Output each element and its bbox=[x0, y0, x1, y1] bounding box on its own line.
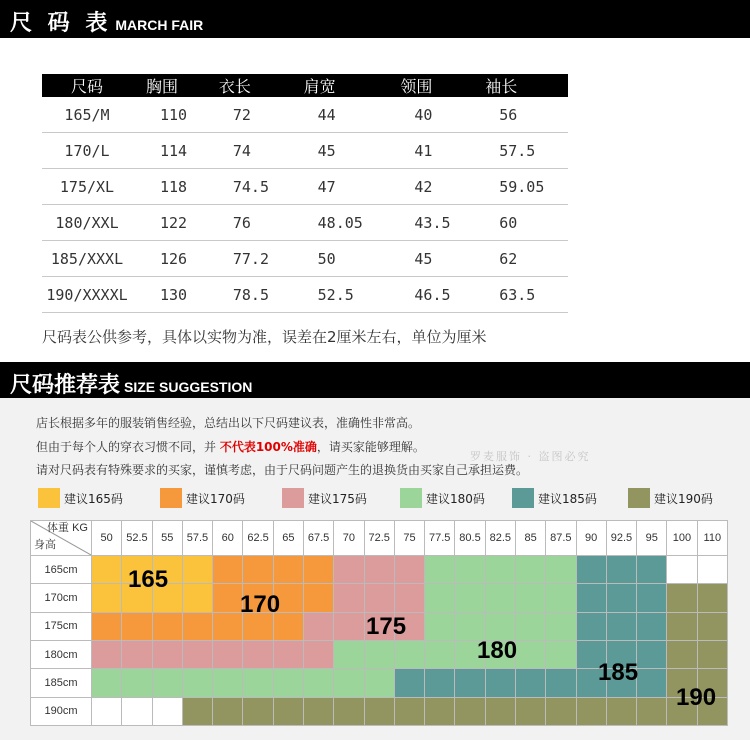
suggestion-cell bbox=[92, 640, 122, 668]
suggestion-cell bbox=[485, 669, 515, 697]
suggestion-cell bbox=[303, 697, 333, 725]
suggestion-cell bbox=[122, 612, 152, 640]
size-cell: 42 bbox=[386, 169, 471, 205]
grid-corner bbox=[31, 521, 92, 556]
suggestion-cell bbox=[243, 640, 273, 668]
suggestion-cell bbox=[92, 612, 122, 640]
suggestion-cell bbox=[606, 697, 636, 725]
size-suggestion-header bbox=[0, 362, 750, 398]
size-col-header: 肩宽 bbox=[290, 74, 387, 97]
weight-header: 50 bbox=[92, 521, 122, 556]
suggestion-cell bbox=[606, 556, 636, 584]
suggestion-cell bbox=[182, 556, 212, 584]
size-row bbox=[42, 277, 568, 313]
intro-line-2 bbox=[36, 438, 425, 455]
suggestion-cell bbox=[576, 584, 606, 612]
suggestion-cell bbox=[637, 612, 667, 640]
suggestion-cell bbox=[394, 584, 424, 612]
weight-header: 57.5 bbox=[182, 521, 212, 556]
suggestion-cell bbox=[637, 640, 667, 668]
legend-swatch bbox=[628, 488, 650, 508]
suggestion-cell bbox=[394, 556, 424, 584]
suggestion-cell bbox=[182, 669, 212, 697]
suggestion-cell bbox=[455, 697, 485, 725]
suggestion-cell bbox=[667, 640, 697, 668]
suggestion-cell bbox=[122, 669, 152, 697]
suggestion-cell bbox=[546, 612, 576, 640]
size-cell: 47 bbox=[290, 169, 387, 205]
weight-header: 85 bbox=[515, 521, 545, 556]
height-label: 180cm bbox=[31, 640, 92, 668]
suggestion-cell bbox=[697, 584, 727, 612]
suggestion-cell bbox=[243, 697, 273, 725]
suggestion-cell bbox=[273, 669, 303, 697]
suggestion-cell bbox=[213, 584, 243, 612]
suggestion-cell bbox=[637, 556, 667, 584]
height-label: 185cm bbox=[31, 669, 92, 697]
size-cell: 130 bbox=[132, 277, 205, 313]
suggestion-cell bbox=[182, 584, 212, 612]
suggestion-cell bbox=[182, 697, 212, 725]
size-cell: 44 bbox=[290, 97, 387, 133]
size-cell: 48.05 bbox=[290, 205, 387, 241]
size-cell: 114 bbox=[132, 133, 205, 169]
size-cell: 72 bbox=[205, 97, 290, 133]
suggestion-cell bbox=[425, 584, 455, 612]
suggestion-cell bbox=[334, 697, 364, 725]
size-cell: 76 bbox=[205, 205, 290, 241]
suggestion-cell bbox=[667, 612, 697, 640]
size-cell: 74.5 bbox=[205, 169, 290, 205]
size-region-label: 190 bbox=[676, 684, 717, 711]
weight-header-row bbox=[31, 521, 728, 556]
suggestion-cell bbox=[92, 556, 122, 584]
size-cell: 43.5 bbox=[386, 205, 471, 241]
size-suggestion-title: 尺码推荐表 bbox=[10, 373, 121, 398]
size-cell: 165/M bbox=[42, 97, 132, 133]
weight-header: 77.5 bbox=[425, 521, 455, 556]
suggestion-cell bbox=[425, 697, 455, 725]
height-label: 170cm bbox=[31, 584, 92, 612]
suggestion-cell bbox=[394, 640, 424, 668]
size-cell: 185/XXXL bbox=[42, 241, 132, 277]
suggestion-cell bbox=[697, 556, 727, 584]
brand-name: MARCH FAIR bbox=[115, 17, 204, 33]
weight-header: 82.5 bbox=[485, 521, 515, 556]
size-chart-header bbox=[0, 0, 750, 38]
weight-header: 72.5 bbox=[364, 521, 394, 556]
size-cell: 122 bbox=[132, 205, 205, 241]
legend-label: 建议185码 bbox=[538, 491, 597, 506]
suggestion-cell bbox=[364, 669, 394, 697]
size-row bbox=[42, 97, 568, 133]
size-region-label: 185 bbox=[598, 659, 639, 686]
size-cell: 60 bbox=[471, 205, 568, 241]
suggestion-cell bbox=[455, 669, 485, 697]
weight-axis-label bbox=[47, 523, 88, 534]
suggestion-cell bbox=[364, 556, 394, 584]
intro-line-1: 店长根据多年的服装销售经验，总结出以下尺码建议表，准确性非常高。 bbox=[36, 416, 421, 430]
weight-header: 92.5 bbox=[606, 521, 636, 556]
suggestion-cell bbox=[92, 584, 122, 612]
suggestion-cell bbox=[303, 584, 333, 612]
suggestion-cell bbox=[213, 669, 243, 697]
size-chart-title: 尺 码 表 bbox=[10, 11, 112, 36]
size-cell: 74 bbox=[205, 133, 290, 169]
size-cell: 62 bbox=[471, 241, 568, 277]
size-table bbox=[42, 74, 568, 313]
size-table-header bbox=[42, 74, 568, 97]
weight-header: 80.5 bbox=[455, 521, 485, 556]
suggestion-cell bbox=[576, 556, 606, 584]
weight-header: 52.5 bbox=[122, 521, 152, 556]
weight-header: 67.5 bbox=[303, 521, 333, 556]
size-cell: 110 bbox=[132, 97, 205, 133]
suggestion-cell bbox=[334, 584, 364, 612]
size-region-label: 170 bbox=[240, 591, 281, 618]
legend-swatch bbox=[400, 488, 422, 508]
suggestion-cell bbox=[697, 612, 727, 640]
suggestion-cell bbox=[152, 697, 182, 725]
size-col-header: 领围 bbox=[386, 74, 471, 97]
suggestion-cell bbox=[213, 612, 243, 640]
weight-header: 75 bbox=[394, 521, 424, 556]
intro-line-2-a: 但由于每个人的穿衣习惯不同，并 bbox=[36, 440, 220, 454]
height-label: 175cm bbox=[31, 612, 92, 640]
suggestion-cell bbox=[697, 640, 727, 668]
weight-header: 100 bbox=[667, 521, 697, 556]
suggestion-cell bbox=[182, 612, 212, 640]
suggestion-cell bbox=[425, 556, 455, 584]
legend-swatch bbox=[282, 488, 304, 508]
suggestion-cell bbox=[364, 697, 394, 725]
suggestion-cell bbox=[213, 697, 243, 725]
size-cell: 56 bbox=[471, 97, 568, 133]
suggestion-cell bbox=[243, 556, 273, 584]
size-col-header: 衣长 bbox=[205, 74, 290, 97]
legend-swatch bbox=[38, 488, 60, 508]
size-cell: 40 bbox=[386, 97, 471, 133]
legend-swatch bbox=[512, 488, 534, 508]
suggestion-cell bbox=[334, 556, 364, 584]
weight-header: 62.5 bbox=[243, 521, 273, 556]
suggestion-cell bbox=[515, 612, 545, 640]
size-col-header: 尺码 bbox=[42, 74, 132, 97]
suggestion-cell bbox=[546, 669, 576, 697]
suggestion-cell bbox=[394, 669, 424, 697]
suggestion-cell bbox=[425, 640, 455, 668]
suggestion-cell bbox=[637, 584, 667, 612]
suggestion-cell bbox=[273, 697, 303, 725]
size-cell: 180/XXL bbox=[42, 205, 132, 241]
size-cell: 57.5 bbox=[471, 133, 568, 169]
height-row bbox=[31, 697, 728, 725]
suggestion-cell bbox=[515, 584, 545, 612]
size-cell: 45 bbox=[290, 133, 387, 169]
size-col-header: 袖长 bbox=[471, 74, 568, 97]
height-label: 190cm bbox=[31, 697, 92, 725]
suggestion-cell bbox=[576, 612, 606, 640]
legend-label: 建议170码 bbox=[186, 491, 245, 506]
size-cell: 52.5 bbox=[290, 277, 387, 313]
legend-label: 建议180码 bbox=[426, 491, 485, 506]
suggestion-cell bbox=[273, 640, 303, 668]
accuracy-warning: 不代表100%准确 bbox=[219, 440, 317, 454]
size-row bbox=[42, 205, 568, 241]
size-cell: 190/XXXXL bbox=[42, 277, 132, 313]
legend-swatch bbox=[160, 488, 182, 508]
legend-label: 建议190码 bbox=[654, 491, 713, 506]
legend-item bbox=[160, 488, 245, 508]
suggestion-cell bbox=[546, 556, 576, 584]
size-cell: 50 bbox=[290, 241, 387, 277]
suggestion-cell bbox=[152, 612, 182, 640]
weight-header: 70 bbox=[334, 521, 364, 556]
suggestion-cell bbox=[637, 697, 667, 725]
size-cell: 45 bbox=[386, 241, 471, 277]
suggestion-cell bbox=[485, 556, 515, 584]
weight-header: 65 bbox=[273, 521, 303, 556]
watermark: 罗麦服饰 · 盗图必究 bbox=[470, 450, 591, 463]
legend-item bbox=[38, 488, 123, 508]
suggestion-cell bbox=[546, 640, 576, 668]
suggestion-cell bbox=[515, 697, 545, 725]
size-note: 尺码表公供参考，具体以实物为准，误差在2厘米左右，单位为厘米 bbox=[42, 328, 487, 346]
suggestion-cell bbox=[122, 697, 152, 725]
suggestion-cell bbox=[122, 640, 152, 668]
legend-item bbox=[400, 488, 485, 508]
suggestion-cell bbox=[515, 640, 545, 668]
size-row bbox=[42, 169, 568, 205]
suggestion-cell bbox=[182, 640, 212, 668]
size-region-label: 165 bbox=[128, 566, 169, 593]
intro-line-3: 请对尺码表有特殊要求的买家，谨慎考虑，由于尺码问题产生的退换货由买家自己承担运费。 bbox=[36, 463, 529, 477]
height-axis-label: 身高 bbox=[34, 539, 56, 551]
suggestion-cell bbox=[334, 612, 364, 640]
height-label: 165cm bbox=[31, 556, 92, 584]
size-region-label: 180 bbox=[477, 637, 518, 664]
suggestion-cell bbox=[455, 584, 485, 612]
size-cell: 118 bbox=[132, 169, 205, 205]
weight-header: 87.5 bbox=[546, 521, 576, 556]
suggestion-cell bbox=[606, 584, 636, 612]
weight-header: 95 bbox=[637, 521, 667, 556]
size-row bbox=[42, 241, 568, 277]
suggestion-cell bbox=[515, 669, 545, 697]
suggestion-cell bbox=[303, 669, 333, 697]
size-cell: 59.05 bbox=[471, 169, 568, 205]
size-cell: 41 bbox=[386, 133, 471, 169]
size-col-header: 胸围 bbox=[132, 74, 205, 97]
suggestion-cell bbox=[606, 612, 636, 640]
legend-item bbox=[282, 488, 367, 508]
size-cell: 78.5 bbox=[205, 277, 290, 313]
suggestion-cell bbox=[152, 640, 182, 668]
suggestion-cell bbox=[243, 669, 273, 697]
weight-header: 90 bbox=[576, 521, 606, 556]
suggestion-cell bbox=[303, 556, 333, 584]
suggestion-cell bbox=[334, 669, 364, 697]
suggestion-cell bbox=[92, 669, 122, 697]
legend-item bbox=[628, 488, 713, 508]
suggestion-cell bbox=[546, 584, 576, 612]
legend-label: 建议175码 bbox=[308, 491, 367, 506]
suggestion-cell bbox=[546, 697, 576, 725]
suggestion-cell bbox=[92, 697, 122, 725]
suggestion-cell bbox=[364, 640, 394, 668]
suggestion-cell bbox=[394, 697, 424, 725]
suggestion-cell bbox=[213, 556, 243, 584]
suggestion-cell bbox=[303, 612, 333, 640]
suggestion-cell bbox=[455, 556, 485, 584]
suggestion-cell bbox=[425, 612, 455, 640]
size-region-label: 175 bbox=[366, 613, 407, 640]
suggestion-cell bbox=[485, 697, 515, 725]
suggestion-cell bbox=[273, 556, 303, 584]
size-cell: 126 bbox=[132, 241, 205, 277]
kg-label: KG bbox=[72, 522, 88, 534]
suggestion-cell bbox=[485, 584, 515, 612]
suggestion-cell bbox=[667, 584, 697, 612]
suggestion-cell bbox=[425, 669, 455, 697]
legend-item bbox=[512, 488, 597, 508]
weight-label: 体重 bbox=[47, 522, 70, 534]
size-cell: 46.5 bbox=[386, 277, 471, 313]
size-cell: 63.5 bbox=[471, 277, 568, 313]
suggestion-cell bbox=[152, 669, 182, 697]
suggestion-cell bbox=[334, 640, 364, 668]
size-cell: 77.2 bbox=[205, 241, 290, 277]
weight-header: 55 bbox=[152, 521, 182, 556]
suggestion-cell bbox=[213, 640, 243, 668]
weight-header: 110 bbox=[697, 521, 727, 556]
size-cell: 175/XL bbox=[42, 169, 132, 205]
legend-label: 建议165码 bbox=[64, 491, 123, 506]
size-suggestion-subtitle: SIZE SUGGESTION bbox=[124, 379, 253, 395]
size-cell: 170/L bbox=[42, 133, 132, 169]
size-row bbox=[42, 133, 568, 169]
suggestion-cell bbox=[303, 640, 333, 668]
weight-header: 60 bbox=[213, 521, 243, 556]
suggestion-cell bbox=[576, 697, 606, 725]
suggestion-cell bbox=[637, 669, 667, 697]
suggestion-cell bbox=[515, 556, 545, 584]
suggestion-cell bbox=[364, 584, 394, 612]
suggestion-cell bbox=[667, 556, 697, 584]
intro-line-2-b: ，请买家能够理解。 bbox=[316, 440, 425, 454]
